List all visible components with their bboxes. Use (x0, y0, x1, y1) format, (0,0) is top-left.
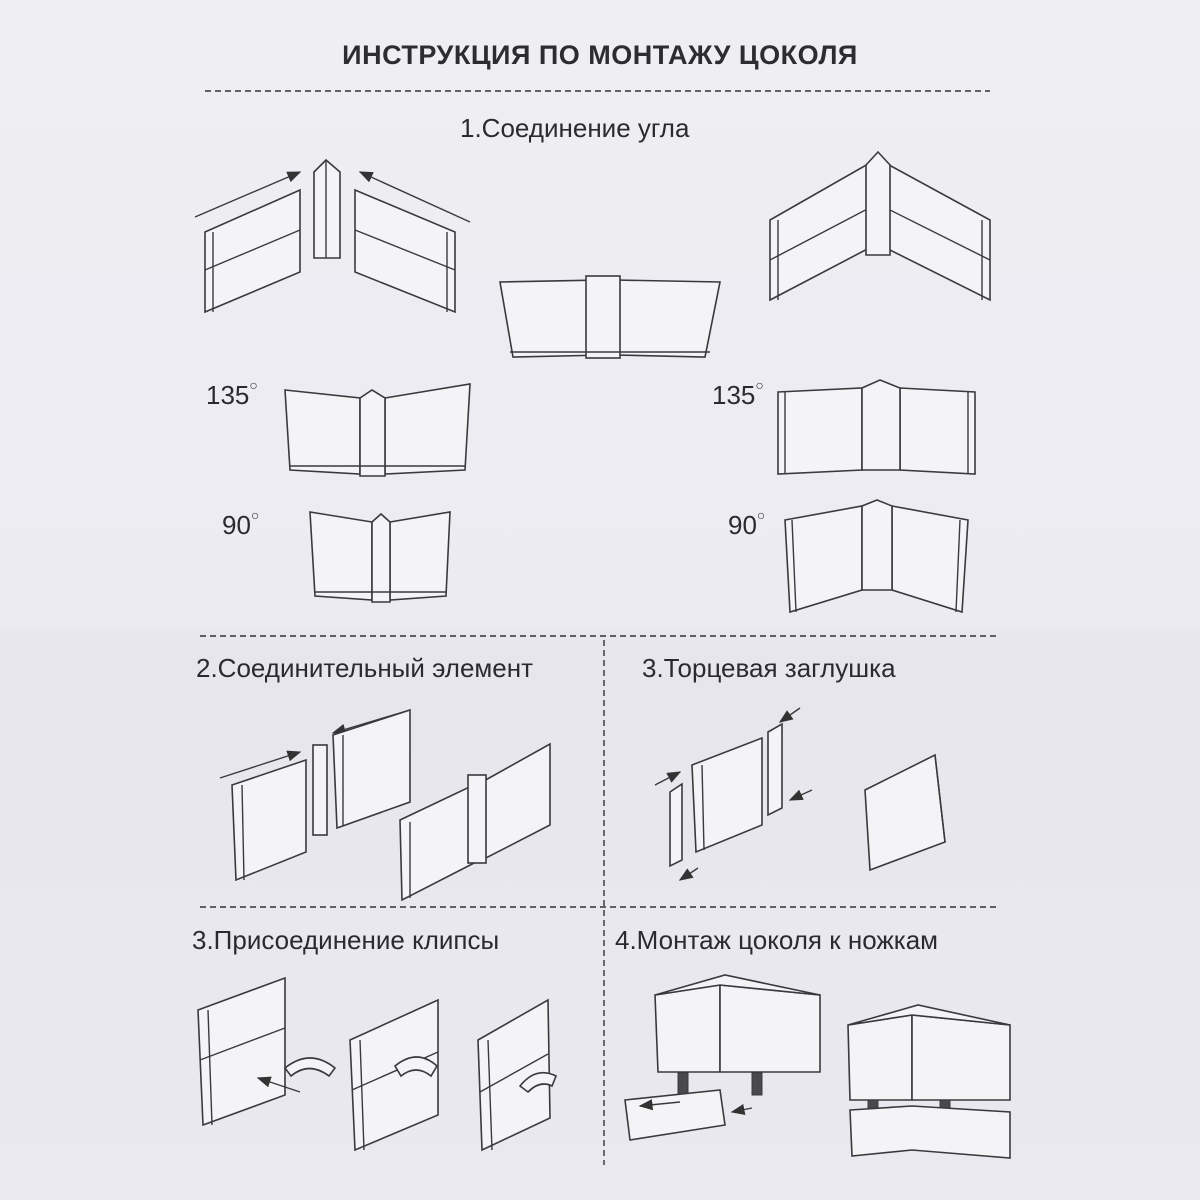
section-legs-title: 4.Монтаж цоколя к ножкам (615, 925, 939, 955)
angle-value: 135 (712, 380, 756, 410)
corner-connector (360, 390, 385, 476)
corner-flat-joined-diagram (500, 276, 720, 358)
corner-connector (314, 160, 340, 258)
plinth-panel-right (900, 388, 975, 474)
angle-value: 90 (222, 510, 251, 540)
plinth-panel-left (770, 160, 875, 300)
degree-symbol: ○ (249, 377, 258, 394)
cabinet-front (912, 1015, 1010, 1100)
leg-icon (678, 1073, 688, 1095)
arrow-icon (780, 708, 800, 722)
corner-assembled-diagram (770, 152, 990, 300)
angle-value: 90 (728, 510, 757, 540)
arrow-icon (732, 1108, 752, 1112)
corner-135-inner-right (778, 380, 975, 474)
plinth-panel-left (205, 190, 300, 312)
corner-connector (372, 514, 390, 602)
corner-connector (862, 500, 892, 590)
plinth-panel-left (310, 512, 372, 600)
section-connector-title: 2.Соединительный элемент (196, 653, 534, 683)
arrow-icon (655, 772, 680, 785)
legs-step-2-diagram (848, 1005, 1010, 1158)
connector-assembled-diagram (400, 744, 550, 900)
corner-connector (866, 152, 890, 255)
endcap-assembled-diagram (865, 755, 945, 870)
corner-90-outer-left (310, 512, 450, 602)
plinth-panel-right (482, 744, 550, 860)
clip-icon (285, 1058, 335, 1076)
legs-step-1-diagram (625, 975, 820, 1140)
plinth-panel-right (615, 280, 720, 357)
angle-value: 135 (206, 380, 250, 410)
degree-symbol: ○ (756, 507, 766, 524)
clip-step-2-diagram (350, 1000, 438, 1150)
section-endcap-title: 3.Торцевая заглушка (642, 653, 896, 683)
arrow-icon (680, 868, 698, 880)
plinth-panel (625, 1090, 725, 1140)
degree-symbol: ○ (755, 377, 764, 394)
clip-step-1-diagram (198, 978, 335, 1125)
plinth-panel-left (785, 506, 862, 612)
corner-connector (862, 380, 900, 470)
end-cap-right (768, 724, 782, 815)
plinth-panel (865, 755, 945, 870)
plinth-panel (850, 1106, 1010, 1158)
cabinet-front (720, 985, 820, 1072)
endcap-exploded-diagram (655, 708, 812, 880)
connector-exploded-diagram (220, 710, 410, 880)
plinth-panel-left (285, 390, 360, 474)
clip-step-3-diagram (478, 1000, 556, 1150)
arrow-icon (790, 790, 812, 800)
connecting-element (313, 745, 327, 835)
connector-strip (586, 276, 620, 358)
plinth-panel-right (333, 710, 410, 828)
corner-exploded-diagram (195, 160, 470, 312)
connecting-element (468, 775, 486, 863)
corner-90-inner-right (785, 500, 968, 612)
cabinet-side (655, 985, 720, 1072)
degree-symbol: ○ (250, 507, 260, 524)
end-cap-left (670, 784, 682, 866)
plinth-panel-right (390, 512, 450, 600)
leg-icon (752, 1073, 762, 1095)
plinth-panel-right (880, 160, 990, 300)
page-title: ИНСТРУКЦИЯ ПО МОНТАЖУ ЦОКОЛЯ (342, 40, 858, 70)
corner-135-outer-left (285, 384, 470, 476)
section-clip-title: 3.Присоединение клипсы (192, 925, 500, 955)
cabinet-side (848, 1015, 912, 1100)
section-corner-title: 1.Соединение угла (460, 113, 690, 143)
plinth-panel-right (385, 384, 470, 474)
plinth-panel-left (778, 388, 862, 474)
